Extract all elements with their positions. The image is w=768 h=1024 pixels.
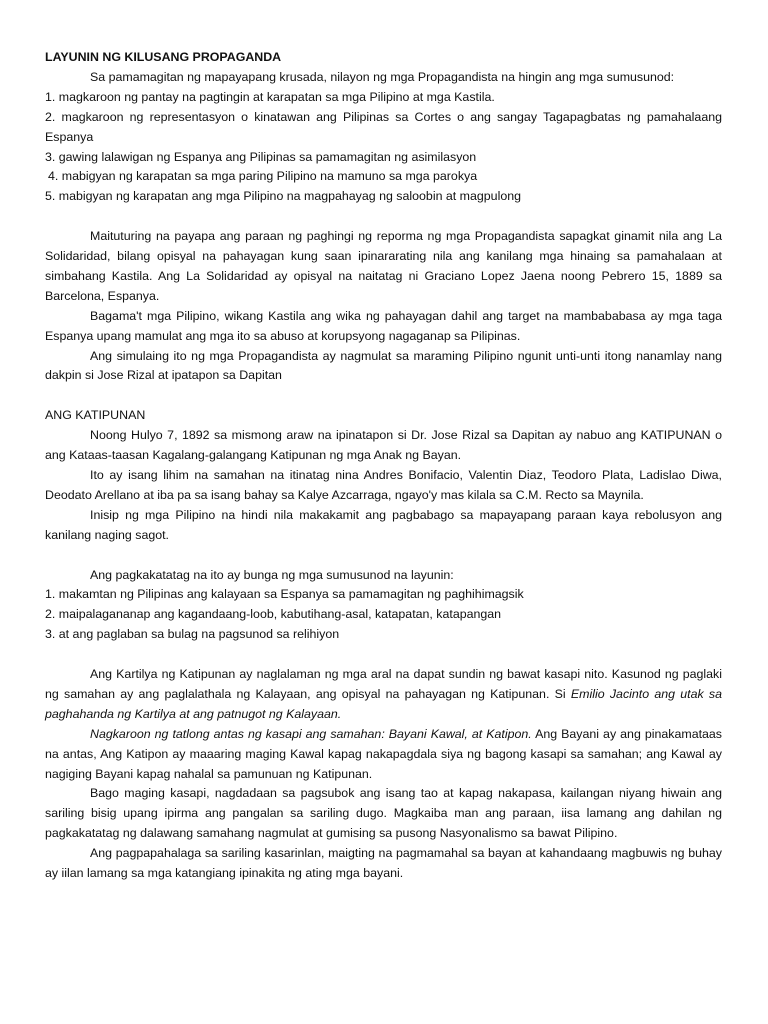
la-solidaridad-paragraph: Maituturing na payapa ang paraan ng paghingi ng reporma ng mga Propagandista sapagkat ginamit nila ang La Solidaridad, bilang opisyal na pahayagan kung saan ipinararating nila ang kanilang mga hinaing sa pamahalaan at simbahang Kastila. Ang La Solidaridad ay opisyal na naitatag ni Graciano Lopez Jaena noong Pebrero 15, 1889 sa Barcelona, Espanya. bbox=[45, 229, 722, 303]
spanish-language-paragraph: Bagama't mga Pilipino, wikang Kastila ang wika ng pahayagan dahil ang target na mambababasa ay mga taga Espanya upang mamulat ang mga ito sa abuso at korupsyong nagaganap sa Pilipinas. bbox=[45, 308, 722, 343]
spacer bbox=[45, 546, 722, 566]
section-title-katipunan: ANG KATIPUNAN bbox=[45, 408, 146, 423]
katipunan-goal-3: 3. at ang paglaban sa bulag na pagsunod sa relihiyon bbox=[45, 627, 340, 642]
spacer bbox=[45, 386, 722, 406]
propaganda-goal-2: 2. magkaroon ng representasyon o kinatawan ang Pilipinas sa Cortes o ang sangay Tagapagbatas ng pamahalaang Espanya bbox=[45, 109, 722, 144]
blood-oath-paragraph: Bago maging kasapi, nagdadaan sa pagsubok ang isang tao at kapag nakapasa, kailangan niyang hiwain ang sariling bisig upang ipirma ang pangalan sa sariling dugo. Magkaiba man ang paraan, iisa lamang ang dahilan ng pagkakatatag ng dalawang samahang nagmulat at gumising sa pusong Nasyonalismo sa bawat Pilipino. bbox=[45, 786, 722, 841]
emilio-jacinto-italic: Emilio Jacinto ang utak sa paghahanda ng Kartilya at ang patnugot ng Kalayaan. bbox=[45, 686, 722, 721]
ranks-text: Ang Bayani ay ang pinakamataas na antas, Ang Katipon ay maaaring maging Kawal kapag nakapagdala siya ng bagong kasapi sa samahan; ang Kawal ay nagiging Bayani kapag nahalal sa pamunuan ng Katipunan. bbox=[45, 726, 723, 781]
ranks-italic: Nagkaroon ng tatlong antas ng kasapi ang samahan: Bayani Kawal, at Katipon. bbox=[90, 726, 532, 741]
katipunan-goal-2: 2. maipalagananap ang kagandaang-loob, kabutihang-asal, katapatan, katapangan bbox=[45, 607, 502, 622]
spacer bbox=[45, 645, 722, 665]
katipunan-goals-intro: Ang pagkakatatag na ito ay bunga ng mga sumusunod na layunin: bbox=[90, 567, 454, 582]
ranks-paragraph bbox=[45, 725, 722, 785]
closing-paragraph: Ang pagpapahalaga sa sariling kasarinlan, maigting na pagmamahal sa bayan at kahandaang magbuwis ng buhay ay iilan lamang sa mga katangiang ipinakita ng ating mga bayani. bbox=[45, 846, 722, 881]
revolution-paragraph: Inisip ng mga Pilipino na hindi nila makakamit ang pagbabago sa mapayapang paraan kaya rebolusyon ang kanilang naging sagot. bbox=[45, 507, 722, 542]
propaganda-goal-1: 1. magkaroon ng pantay na pagtingin at karapatan sa mga Pilipino at mga Kastila. bbox=[45, 89, 495, 104]
rizal-exile-paragraph: Ang simulaing ito ng mga Propagandista ay nagmulat sa maraming Pilipino ngunit unti-unti itong nanamlay nang dakpin si Jose Rizal at ipatapon sa Dapitan bbox=[45, 348, 722, 383]
katipunan-founders-paragraph: Ito ay isang lihim na samahan na itinatag nina Andres Bonifacio, Valentin Diaz, Teodoro Plata, Ladislao Diwa, Deodato Arellano at iba pa sa isang bahay sa Kalye Azcarraga, ngayo'y mas kilala sa C.M. Recto sa Maynila. bbox=[45, 468, 722, 502]
katipunan-goal-1: 1. makamtan ng Pilipinas ang kalayaan sa Espanya sa pamamagitan ng paghihimagsik bbox=[45, 587, 524, 602]
katipunan-founding-paragraph: Noong Hulyo 7, 1892 sa mismong araw na ipinatapon si Dr. Jose Rizal sa Dapitan ay nabuo ang KATIPUNAN o ang Kataas-taasan Kagalang-galangang Katipunan ng mga Anak ng Bayan. bbox=[45, 428, 722, 463]
propaganda-goal-3: 3. gawing lalawigan ng Espanya ang Pilipinas sa pamamagitan ng asimilasyon bbox=[45, 149, 477, 164]
kartilya-paragraph bbox=[45, 665, 722, 725]
propaganda-intro: Sa pamamagitan ng mapayapang krusada, nilayon ng mga Propagandista na hingin ang mga sumusunod: bbox=[90, 69, 675, 84]
spacer bbox=[45, 207, 722, 227]
document-page bbox=[45, 48, 722, 884]
propaganda-goal-4: 4. mabigyan ng karapatan sa mga paring Pilipino na mamuno sa mga parokya bbox=[48, 169, 478, 184]
section-title-propaganda: LAYUNIN NG KILUSANG PROPAGANDA bbox=[45, 50, 282, 64]
propaganda-goal-5: 5. mabigyan ng karapatan ang mga Pilipino na magpahayag ng saloobin at magpulong bbox=[45, 189, 521, 204]
kartilya-text: Ang Kartilya ng Katipunan ay naglalaman ng mga aral na dapat sundin ng bawat kasapi nito. Kasunod ng paglaki ng samahan ay ang paglalathala ng Kalayaan, ang opisyal na pahayagan ng Katipunan. Si bbox=[45, 667, 722, 701]
